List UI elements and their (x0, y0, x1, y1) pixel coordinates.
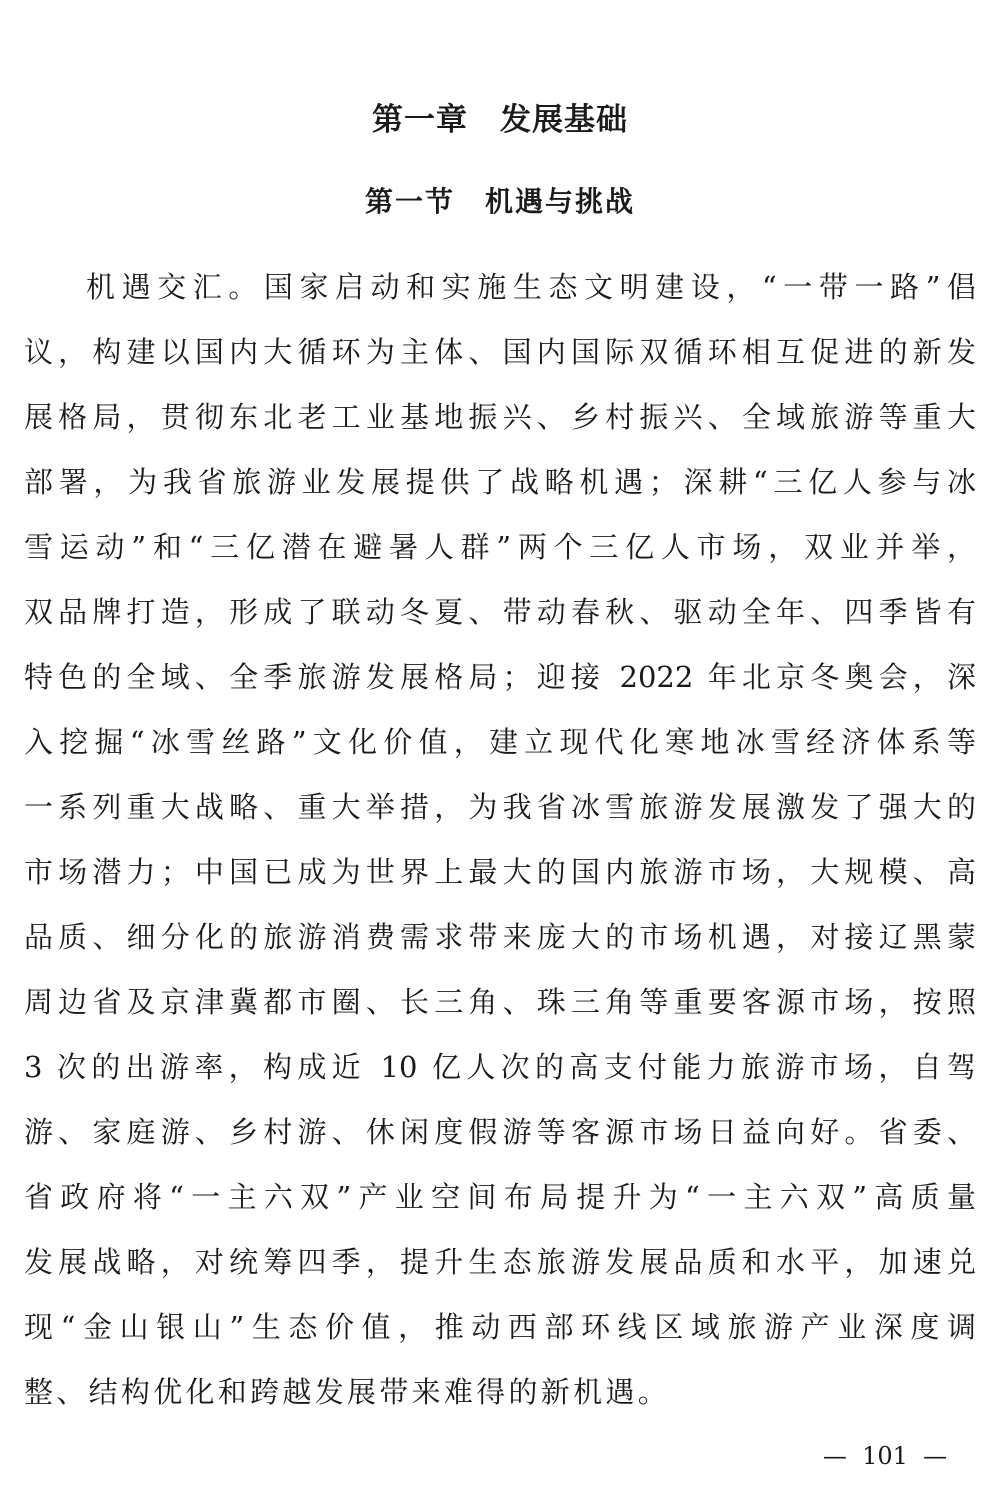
paragraph-line: 品质、细分化的旅游消费需求带来庞大的市场机遇，对接辽黑蒙 (24, 920, 976, 954)
paragraph-line: 游、家庭游、乡村游、休闲度假游等客源市场日益向好。省委、 (24, 1115, 976, 1149)
paragraph-line: 一系列重大战略、重大举措，为我省冰雪旅游发展激发了强大的 (24, 790, 976, 824)
paragraph-line: 双品牌打造，形成了联动冬夏、带动春秋、驱动全年、四季皆有 (24, 595, 976, 629)
paragraph-line: 展格局，贯彻东北老工业基地振兴、乡村振兴、全域旅游等重大 (24, 400, 976, 434)
paragraph-line: 整、结构优化和跨越发展带来难得的新机遇。 (24, 1375, 671, 1409)
section-title: 第一节 机遇与挑战 (364, 185, 635, 218)
paragraph-line: 3 次的出游率，构成近 10 亿人次的高支付能力旅游市场，自驾 (24, 1050, 976, 1084)
paragraph-line: 特色的全域、全季旅游发展格局；迎接 2022 年北京冬奥会，深 (24, 660, 976, 694)
paragraph-line: 市场潜力；中国已成为世界上最大的国内旅游市场，大规模、高 (24, 855, 976, 889)
paragraph-line: 部署，为我省旅游业发展提供了战略机遇；深耕“三亿人参与冰 (24, 465, 976, 499)
paragraph-line: 议，构建以国内大循环为主体、国内国际双循环相互促进的新发 (24, 335, 976, 369)
paragraph-line: 机遇交汇。国家启动和实施生态文明建设，“一带一路”倡 (86, 270, 976, 304)
paragraph-line: 省政府将“一主六双”产业空间布局提升为“一主六双”高质量 (24, 1180, 976, 1214)
paragraph-line: 入挖掘“冰雪丝路”文化价值，建立现代化寒地冰雪经济体系等 (24, 725, 976, 759)
paragraph-line: 现“金山银山”生态价值，推动西部环线区域旅游产业深度调 (24, 1310, 976, 1344)
chapter-title: 第一章 发展基础 (372, 102, 628, 138)
paragraph-line: 雪运动”和“三亿潜在避暑人群”两个三亿人市场，双业并举， (24, 530, 976, 564)
paragraph-line: 周边省及京津冀都市圈、长三角、珠三角等重要客源市场，按照 (24, 985, 976, 1019)
paragraph-line: 发展战略，对统筹四季，提升生态旅游发展品质和水平，加速兑 (24, 1245, 976, 1279)
body-paragraph (24, 255, 976, 1425)
page-number: — 101 — (822, 1442, 948, 1470)
